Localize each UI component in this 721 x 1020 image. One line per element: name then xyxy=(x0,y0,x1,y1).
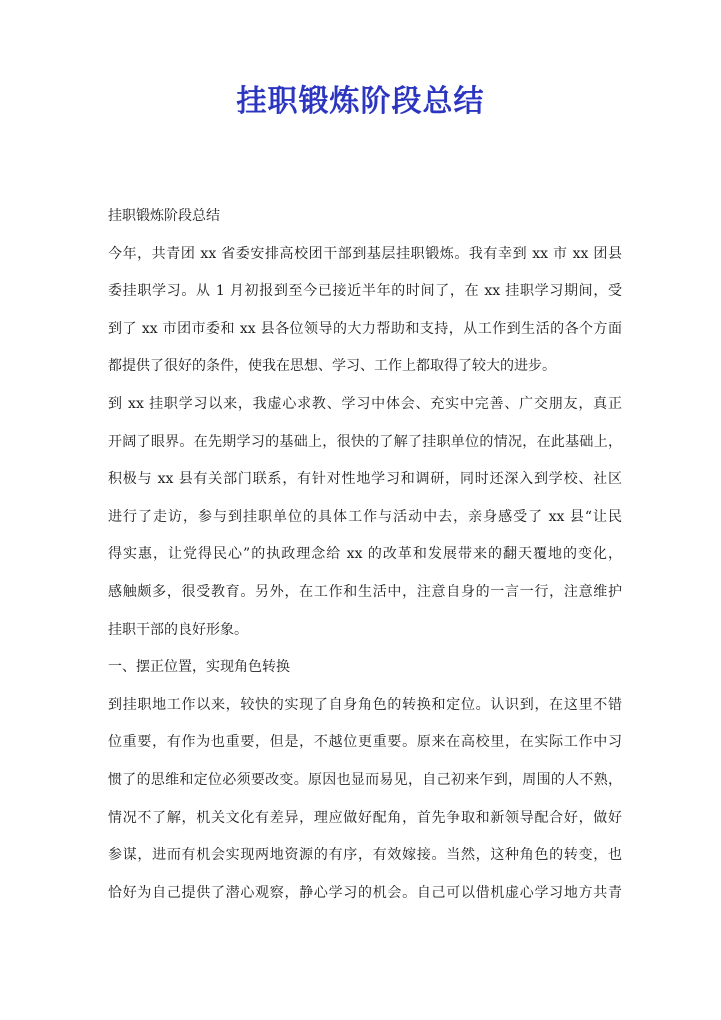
text-line: 到挂职地工作以来，较快的实现了自身角色的转换和定位。认识到，在这里不错 xyxy=(108,696,622,713)
paragraph xyxy=(108,236,622,386)
paragraph xyxy=(108,649,622,687)
text-line: 挂职锻炼阶段总结 xyxy=(108,208,220,224)
text-line: 惯了的思维和定位必须要改变。原因也显而易见，自己初来乍到，周围的人不熟， xyxy=(108,771,622,788)
text-line: 积极与 xx 县有关部门联系，有针对性地学习和调研，同时还深入到学校、社区 xyxy=(108,471,622,488)
text-line: 位重要，有作为也重要，但是，不越位更重要。原来在高校里，在实际工作中习 xyxy=(108,734,622,751)
document-body xyxy=(108,198,622,912)
text-line: 恰好为自己提供了潜心观察，静心学习的机会。自己可以借机虚心学习地方共青 xyxy=(108,884,622,901)
text-line: 开阔了眼界。在先期学习的基础上，很快的了解了挂职单位的情况，在此基础上， xyxy=(108,433,622,450)
text-line: 感触颇多，很受教育。另外，在工作和生活中，注意自身的一言一行，注意维护 xyxy=(108,583,622,600)
text-line: 得实惠，让党得民心”的执政理念给 xx 的改革和发展带来的翻天覆地的变化， xyxy=(108,546,622,563)
text-line: 情况不了解，机关文化有差异，理应做好配角，首先争取和新领导配合好，做好 xyxy=(108,809,622,826)
text-line: 一、摆正位置，实现角色转换 xyxy=(108,659,290,676)
text-line: 进行了走访，参与到挂职单位的具体工作与活动中去，亲身感受了 xx 县“让民 xyxy=(108,508,622,525)
text-line: 到了 xx 市团市委和 xx 县各位领导的大力帮助和支持，从工作到生活的各个方面 xyxy=(108,320,622,337)
text-line: 参谋，进而有机会实现两地资源的有序，有效嫁接。当然，这种角色的转变，也 xyxy=(108,847,622,864)
text-line: 到 xx 挂职学习以来，我虚心求教、学习中体会、充实中完善、广交朋友，真正 xyxy=(108,395,622,412)
paragraph xyxy=(108,687,622,913)
text-line: 委挂职学习。从 1 月初报到至今已接近半年的时间了，在 xx 挂职学习期间，受 xyxy=(108,283,622,300)
text-line: 都提供了很好的条件，使我在思想、学习、工作上都取得了较大的进步。 xyxy=(108,358,556,375)
page-title: 挂职锻炼阶段总结 xyxy=(236,84,485,119)
text-line: 今年，共青团 xx 省委安排高校团干部到基层挂职锻炼。我有幸到 xx 市 xx 团县 xyxy=(108,245,622,262)
paragraph xyxy=(108,386,622,649)
text-line: 挂职干部的良好形象。 xyxy=(108,621,248,638)
paragraph xyxy=(108,198,622,236)
